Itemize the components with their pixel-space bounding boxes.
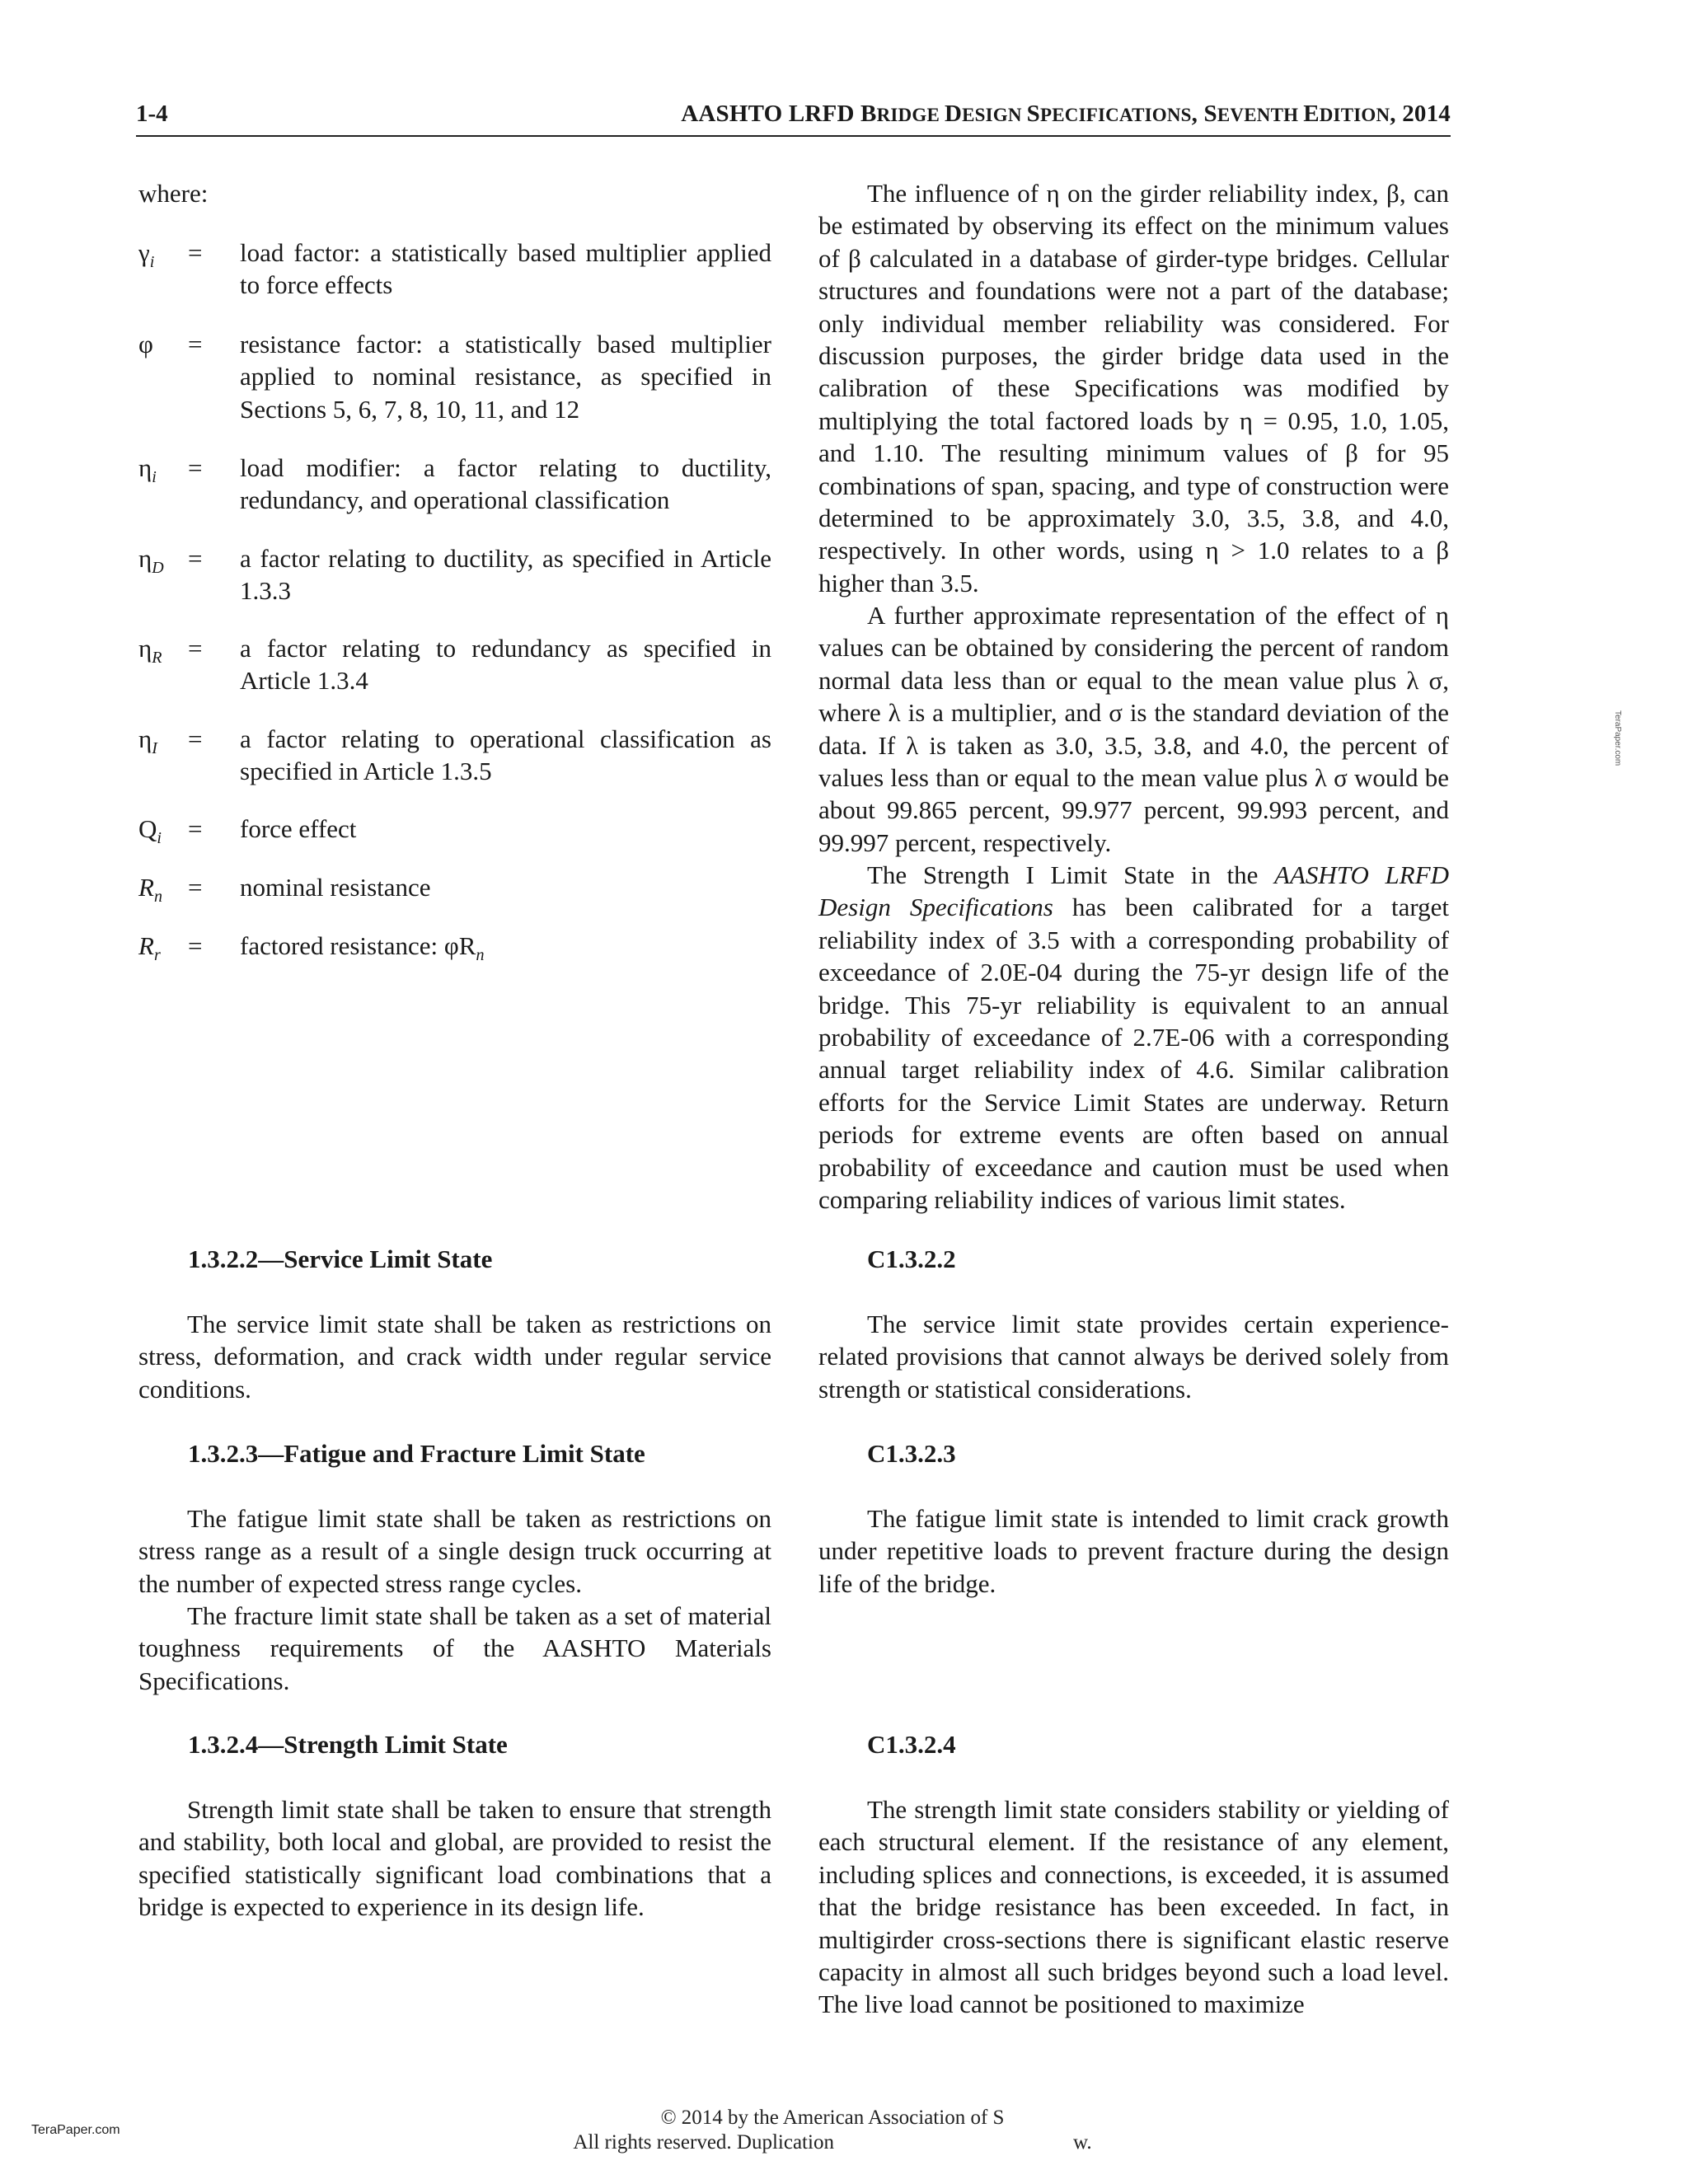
section-heading-1324: 1.3.2.4—Strength Limit State [188, 1730, 508, 1759]
where-label: where: [138, 179, 209, 208]
section-1323-paragraph-2: The fracture limit state shall be taken as a set of material toughness requirements of the AASHTO Materials Specifications. [138, 1601, 771, 1695]
section-1322-paragraph: The service limit state shall be taken as restrictions on stress, deformation, and crack width under regular service conditions. [138, 1310, 771, 1404]
commentary-paragraph-1: The influence of η on the girder reliability index, β, can be estimated by observing its effect on the minimum values of β calculated in a database of girder-type bridges. Cellular structures and foundations were not a part of the database; only individual member reliability was considered. For discussion purposes, the girder bridge data used in the calibration of these Specifications was modified by multiplying the total factored loads by η = 0.95, 1.0, 1.05, and 1.10. The resulting minimum values of β for 95 combinations of span, spacing, and type of construction were determined to be approximately 3.0, 3.5, 3.8, and 4.0, respectively. In other words, using η > 1.0 relates to a β higher than 3.5. [818, 179, 1449, 598]
commentary-c1322-paragraph: The service limit state provides certain experience-related provisions that cannot always be derived solely from strength or statistical considerations. [818, 1310, 1449, 1404]
section-1323-paragraph-1: The fatigue limit state shall be taken as restrictions on stress range as a result of a single design truck occurring at the number of expected stress range cycles. [138, 1504, 771, 1598]
commentary-heading-c1324: C1.3.2.4 [867, 1730, 956, 1759]
section-heading-1322: 1.3.2.2—Service Limit State [188, 1244, 493, 1273]
commentary-c1323-paragraph: The fatigue limit state is intended to limit crack growth under repetitive loads to prevent fracture during the design life of the bridge. [818, 1504, 1449, 1598]
footer-line-1: © 2014 by the American Association of S [660, 2107, 1005, 2129]
commentary-heading-c1323: C1.3.2.3 [867, 1439, 956, 1468]
running-header [136, 101, 1451, 137]
commentary-paragraph-3: The Strength I Limit State in the AASHTO LRFD Design Specifications has been calibrated for a target reliability index of 3.5 with a corresponding probability of exceedance of 2.0E-04 during the 75-yr design life of the bridge. This 75-yr reliability is equivalent to an annual probability of exceedance of 2.7E-06 with a corresponding annual target reliability index of 4.6. Similar calibration efforts for the Service Limit States are underway. Return periods for extreme events are often based on annual probability of exceedance and caution must be used when comparing reliability indices of various limit states. [818, 860, 1449, 1215]
running-title: AASHTO LRFD BRIDGE DESIGN SPECIFICATIONS, SEVENTH EDITION, 2014 [681, 101, 1451, 127]
page-number: 1-4 [136, 101, 168, 127]
section-1324-paragraph: Strength limit state shall be taken to ensure that strength and stability, both local and global, are provided to resist the specified statistically significant load combinations that a bridge is expected to experience in its design life. [138, 1795, 771, 1922]
commentary-c1324-paragraph: The strength limit state considers stability or yielding of each structural element. If the resistance of any element, including splices and connections, is exceeded, it is assumed that the bridge resistance has been exceeded. In fact, in multigirder cross-sections there is significant elastic reserve capacity in almost all such bridges beyond such a load level. The live load cannot be positioned to maximize [818, 1795, 1449, 2019]
commentary-heading-c1322: C1.3.2.2 [867, 1244, 956, 1273]
footer-line-2: All rights reserved. Duplication w. [573, 2131, 1092, 2154]
commentary-paragraph-2: A further approximate representation of the effect of η values can be obtained by considering the percent of random normal data less than or equal to the mean value plus λ σ, where λ is a multiplier, and σ is the standard deviation of the data. If λ is taken as 3.0, 3.5, 3.8, and 4.0, the percent of values less than or equal to the mean value plus λ σ would be about 99.865 percent, 99.977 percent, 99.993 percent, and 99.997 percent, respectively. [818, 601, 1449, 857]
copyright-footer [462, 2106, 1203, 2155]
section-heading-1323: 1.3.2.3—Fatigue and Fracture Limit State [188, 1439, 645, 1468]
document-page: 1-4 AASHTO LRFD BRIDGE DESIGN SPECIFICATIONS, SEVENTH EDITION, 2014 where: $\gamma_i$ = load factor: a statistically based multiplier applied to force effects φ = resistance factor: a statistically based multiplier applied to nominal resistance, as specified in Sections 5, 6, 7, 8, 10, 11, and 12 $\eta_i$ = load modifier: a factor relating to ductility, redundancy, and operational classification $\eta_D$ = a factor relating to ductility, as specified in Article 1.3.3 $\eta_R$ = a factor relating to redundancy as specified in Article 1.3.4 $\eta_I$ = a factor relating to operational classification as specified in Article 1.3.5 $Q_i$ = force effect $R_n$ = nominal resistance $R_r$ = factored resistance: $\varphi R_n$ 1.3.2.2—Service Limit State The service limit state shall be taken as restrictions on stress, deformation, and crack width under regular service conditions. 1.3.2.3—Fatigue and Fracture Limit State The fatigue limit state shall be taken as restrictions on stress range as a result of a single design truck occurring at the number of expected stress range cycles. The fracture limit state shall be taken as a set of material toughness requirements of the AASHTO Materials Specifications. 1.3.2.4—Strength Limit State Strength limit state shall be taken to ensure that strength and stability, both local and global, are provided to resist the specified statistically significant load combinations that a bridge is expected to experience in its design life. The influence of η on the girder reliability index, β, can be estimated by observing its effect on the minimum values of β calculated in a database of girder-type bridges. Cellular structures and foundations were not a part of the database; only individual member reliability was considered. For discussion purposes, the girder bridge data used in the calibration of these Specifications was modified by multiplying the total factored loads by η = 0.95, 1.0, 1.05, and 1.10. The resulting minimum values of β for 95 combinations of span, spacing, and type of construction were determined to be approximately 3.0, 3.5, 3.8, and 4.0, respectively. In other words, using η > 1.0 relates to a β higher than 3.5. A further approximate representation of the effect of η values can be obtained by considering the percent of random normal data less than or equal to the mean value plus λ σ, where λ is a multiplier, and σ is the standard deviation of the data. If λ is taken as 3.0, 3.5, 3.8, and 4.0, the percent of values less than or equal to the mean value plus λ σ would be about 99.865 percent, 99.977 percent, 99.993 percent, and 99.997 percent, respectively. The Strength I Limit State in the AASHTO LRFD Design Specifications has been calibrated for a target reliability index of 3.5 with a corresponding probability of exceedance of 2.0E-04 during the 75-yr design life of the bridge. This 75-yr reliability is equivalent to an annual probability of exceedance of 2.7E-06 with a corresponding annual target reliability index of 4.6. Similar calibration efforts for the Service Limit States are underway. Return periods for extreme events are often based on annual probability of exceedance and caution must be used when comparing reliability indices of various limit states. C1.3.2.2 The service limit state provides certain experience-related provisions that cannot always be derived solely from strength or statistical considerations. C1.3.2.3 The fatigue limit state is intended to limit crack growth under repetitive loads to prevent fracture during the design life of the bridge. C1.3.2.4 The strength limit state considers stability or yielding of each structural element. If the resistance of any element, including splices and connections, is exceeded, it is assumed that the bridge resistance has been exceeded. In fact, in multigirder cross-sections there is significant elastic reserve capacity in almost all such bridges beyond such a load level. The live load cannot be positioned to maximize TeraPaper.com TeraPaper.com © 2014 by the American Association of S All rights reserved. Duplication w. [31, 101, 1622, 2154]
left-watermark: TeraPaper.com [31, 2123, 120, 2137]
side-watermark: TeraPaper.com [1613, 710, 1622, 766]
